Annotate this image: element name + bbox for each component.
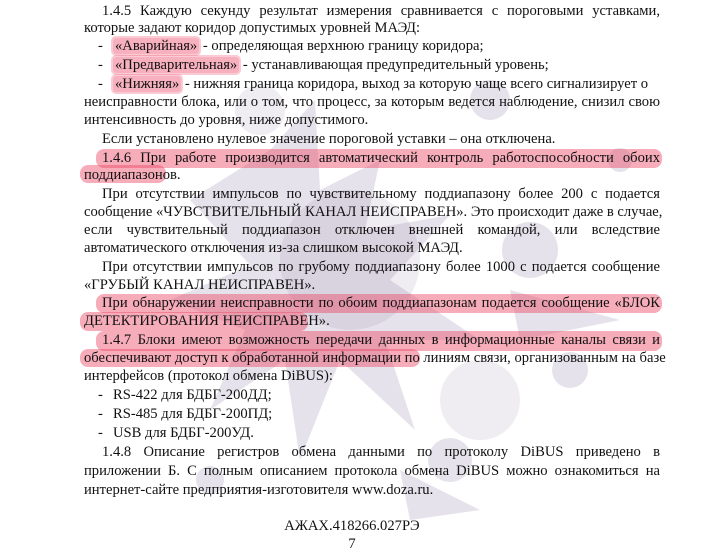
p146-line2: поддиапазонов.: [84, 167, 181, 183]
interface-rs422: [98, 386, 658, 404]
p148-line1: 1.4.8 Описание регистров обмена данными по протоколу DiBUS приведено в: [102, 444, 660, 460]
p147-line2: обеспечивают доступ к обработанной информации по линиям связи, организованным на базе: [84, 350, 666, 366]
p148-line2: приложении Б. С полным описанием протокола обмена DiBUS можно ознакомиться на: [84, 463, 660, 479]
bullet-dash: -: [98, 57, 103, 73]
both-line1: При обнаружении неисправности по обоим поддиапазонам подается сообщение «БЛОК: [102, 295, 660, 311]
both-line2: ДЕТЕКТИРОВАНИЯ НЕИСПРАВЕН».: [84, 313, 330, 329]
p145-line1: 1.4.5 Каждую секунду результат измерения сравнивается с пороговыми уставками,: [102, 3, 660, 19]
sensitive-line2: сообщение «ЧУВСТВИТЕЛЬНЫЙ КАНАЛ НЕИСПРАВЕН». Это происходит даже в случае,: [84, 204, 663, 220]
sensitive-line4: автоматического отключения из-за слишком высокой МАЭД.: [84, 240, 463, 256]
bullet-lower-line3: интенсивность до уровня, ниже допустимого.: [84, 112, 369, 128]
bullet-lower-text: - нижняя граница коридора, выход за которую чаще всего сигнализирует о: [181, 76, 649, 92]
bullet-dash: -: [98, 387, 103, 403]
interface-rs422-text: RS-422 для БДБГ-200ДД;: [113, 387, 272, 403]
bullet-dash: -: [98, 406, 103, 422]
term-emergency: «Аварийная»: [115, 38, 198, 54]
p146-line1: 1.4.6 При работе производится автоматический контроль работоспособности обоих: [102, 150, 660, 166]
bullet-dash: -: [98, 76, 103, 92]
interface-usb-text: USB для БДБГ-200УД.: [113, 425, 254, 441]
sensitive-line1: При отсутствии импульсов по чувствительному поддиапазону более 200 с подается: [102, 186, 660, 202]
term-preliminary: «Предварительная»: [115, 57, 238, 73]
p145-line2: которые задают коридор допустимых уровней МАЭД:: [84, 20, 421, 36]
rough-line1: При отсутствии импульсов по грубому поддиапазону более 1000 с подается сообщение: [102, 259, 660, 275]
zero-threshold-note: Если установлено нулевое значение пороговой уставки – она отключена.: [102, 131, 556, 147]
p147-line1: 1.4.7 Блоки имеют возможность передачи данных в информационные каналы связи и: [102, 332, 660, 348]
bullet-lower: [98, 75, 658, 93]
interface-rs485: [98, 405, 658, 423]
rough-line2: «ГРУБЫЙ КАНАЛ НЕИСПРАВЕН».: [84, 277, 316, 293]
bullet-preliminary: [98, 56, 658, 74]
sensitive-line3: если чувствительный поддиапазон отключен внешней командой, или вследствие: [84, 222, 660, 238]
interface-usb: [98, 424, 658, 442]
bullet-lower-line2: неисправности блока, или о том, что процесс, за которым ведется наблюдение, снизил свою: [84, 94, 660, 110]
page-number: 7: [348, 536, 356, 552]
bullet-dash: -: [98, 38, 103, 54]
document-code: АЖАХ.418266.027РЭ: [284, 518, 420, 534]
bullet-emergency: [98, 37, 658, 55]
term-lower: «Нижняя»: [115, 76, 180, 92]
p147-line3: интерфейсов (протокол обмена DiBUS):: [84, 368, 333, 384]
p148-line3: интернет-сайте предприятия-изготовителя www.doza.ru.: [84, 482, 434, 498]
interface-rs485-text: RS-485 для БДБГ-200ПД;: [113, 406, 273, 422]
bullet-emergency-text: - определяющая верхнюю границу коридора;: [199, 38, 484, 54]
bullet-preliminary-text: - устанавливающая предупредительный уровень;: [239, 57, 549, 73]
bullet-dash: -: [98, 425, 103, 441]
